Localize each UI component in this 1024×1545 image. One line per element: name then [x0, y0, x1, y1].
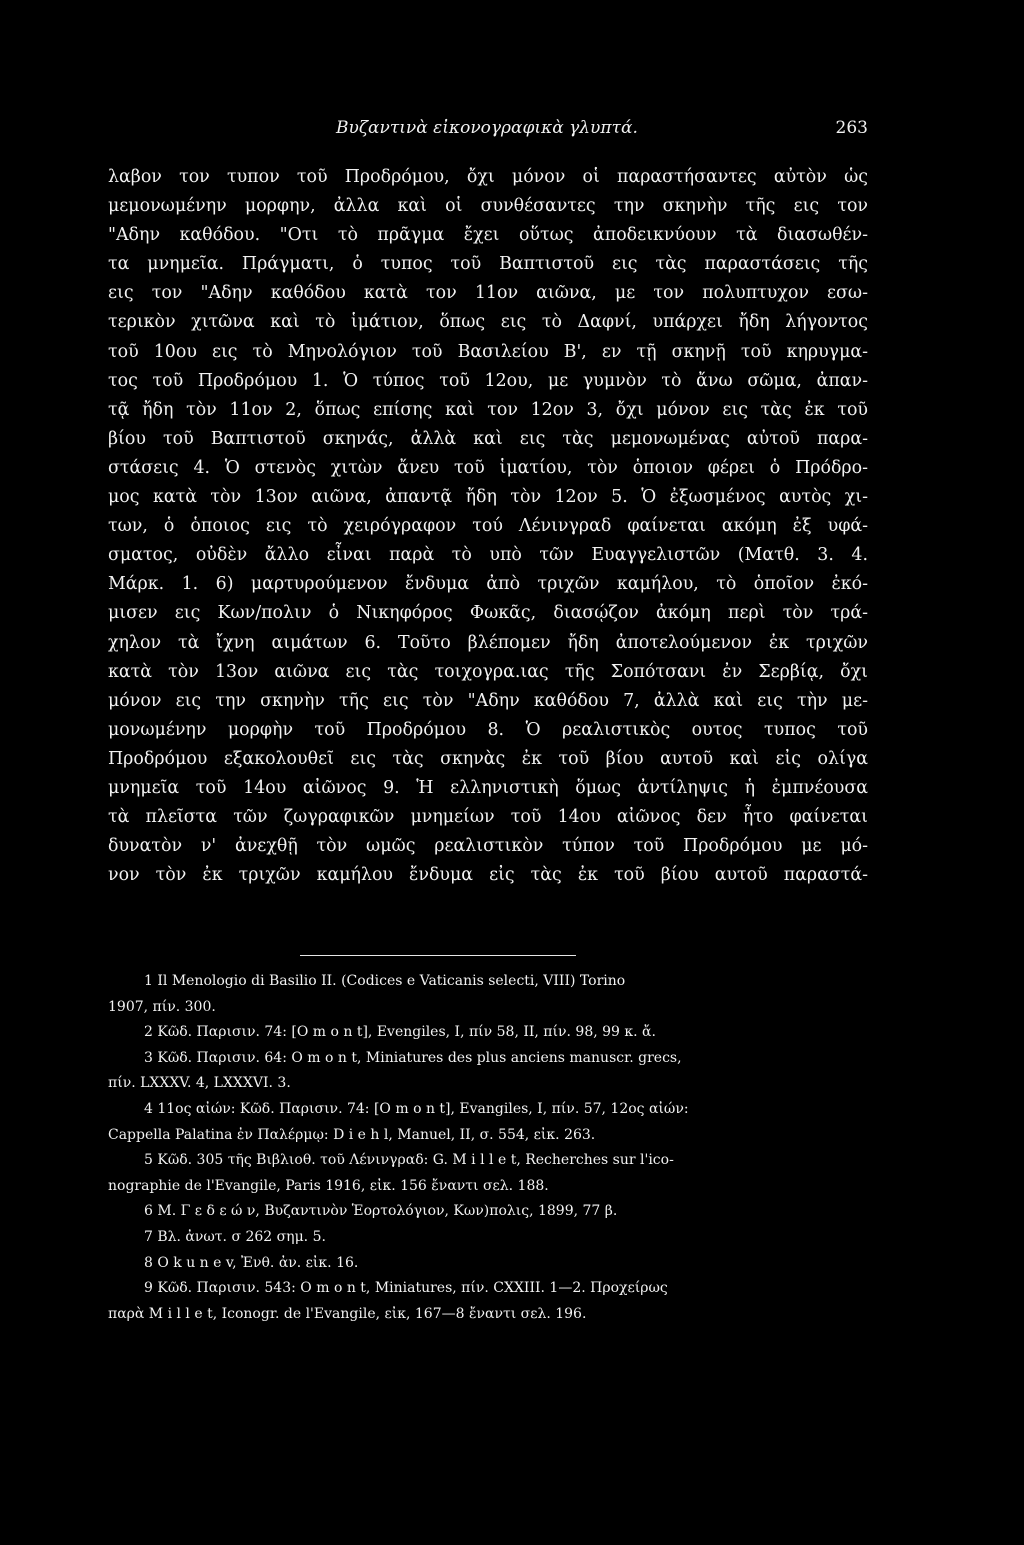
- body-line: τερικὸν χιτῶνα καὶ τὸ ἱμάτιον, ὅπως εις τὸ Δαφνί, υπάρχει ἤδη λήγοντος: [108, 312, 868, 333]
- body-line: βίου τοῦ Βαπτιστοῦ σκηνάς, ἀλλὰ καὶ εις τὰς μεμονωμένας αὐτοῦ παρα-: [108, 428, 868, 449]
- body-line: τοῦ 10ου εις τὸ Μηνολόγιον τοῦ Βασιλείου Β', εν τῇ σκηνῇ τοῦ κηρυγμα-: [108, 341, 868, 362]
- footnote-line: πίν. LXXXV. 4, LXXXVI. 3.: [108, 1075, 291, 1092]
- footnote-line: 2 Κῶδ. Παρισιν. 74: [O m o n t], Evengiles, I, πίν 58, II, πίν. 98, 99 κ. ἄ.: [144, 1024, 656, 1041]
- body-line: στάσεις 4. Ὁ στενὸς χιτὼν ἄνευ τοῦ ἱματίου, τὸν ὁποιον φέρει ὁ Πρόδρο-: [108, 457, 868, 478]
- body-line: χηλον τὰ ἴχνη αιμάτων 6. Τοῦτο βλέπομεν ἤδη ἀποτελούμενον ἐκ τριχῶν: [108, 632, 868, 653]
- body-line: μεμονωμένην μορφην, ἀλλα καὶ οἱ συνθέσαντες την σκηνὴν τῆς εις τον: [108, 196, 868, 217]
- footnote-line: παρὰ M i l l e t, Iconogr. de l'Evangile, εἰκ, 167—8 ἔναντι σελ. 196.: [108, 1305, 587, 1322]
- body-line: κατὰ τὸν 13ον αιῶνα εις τὰς τοιχογρα.ιας τῆς Σοπότσανι ἐν Σερβίᾳ, ὄχι: [108, 661, 868, 682]
- body-line: Προδρόμου εξακολουθεῖ εις τὰς σκηνὰς ἐκ τοῦ βίου αυτοῦ καὶ εἰς ολίγα: [108, 748, 868, 769]
- body-line: νον τὸν ἐκ τριχῶν καμήλου ἔνδυμα εἰς τὰς ἐκ τοῦ βίου αυτοῦ παραστά-: [108, 865, 868, 886]
- footnote-line: 4 11ος αἰών: Κῶδ. Παρισιν. 74: [O m o n t], Evangiles, I, πίν. 57, 12ος αἰών:: [144, 1100, 689, 1117]
- body-line: τα μνημεῖα. Πράγματι, ὁ τυπος τοῦ Βαπτιστοῦ εις τὰς παραστάσεις τῆς: [108, 254, 868, 275]
- footnote-line: 3 Κῶδ. Παρισιν. 64: O m o n t, Miniatures des plus anciens manuscr. grecs,: [144, 1049, 682, 1066]
- footnote-line: 9 Κῶδ. Παρισιν. 543: O m o n t, Miniatures, πίν. CXXIII. 1—2. Προχείρως: [144, 1280, 668, 1297]
- footnotes: [108, 969, 868, 1327]
- footnote-line: 1 Il Menologio di Basilio II. (Codices e Vaticanis selecti, VIII) Torino: [144, 973, 626, 989]
- body-line: "Αδην καθόδου. "Οτι τὸ πρᾶγμα ἔχει οὕτως ἀποδεικνύουν τὰ διασωθέν-: [108, 225, 868, 246]
- running-header: [108, 118, 868, 144]
- body-line: εις τον "Αδην καθόδου κατὰ τον 11ον αιῶνα, με τον πολυπτυχον εσω-: [108, 283, 868, 304]
- body-line: των, ὁ ὁποιος εις τὸ χειρόγραφον τού Λένινγραδ φαίνεται ακόμη ἐξ υφά-: [108, 516, 868, 537]
- running-title: Βυζαντινὰ εἰκονογραφικὰ γλυπτά.: [336, 118, 638, 138]
- footnote-line: Cappella Palatina ἐν Παλέρμῳ: D i e h l, Manuel, II, σ. 554, εἰκ. 263.: [108, 1126, 596, 1143]
- footnote-line: 6 Μ. Γ ε δ ε ώ ν, Βυζαντινὸν Ἑορτολόγιον, Κων)πολις, 1899, 77 β.: [144, 1203, 618, 1220]
- body-line: τὰ πλεῖστα τῶν ζωγραφικῶν μνημείων τοῦ 14ου αἰῶνος δεν ἦτο φαίνεται: [108, 807, 868, 828]
- body-line: δυνατὸν ν' ἀνεχθῇ τὸν ωμῶς ρεαλιστικὸν τύπον τοῦ Προδρόμου με μό-: [108, 836, 868, 857]
- footnote-line: 8 O k u n e v, Ἐνθ. ἀν. εἰκ. 16.: [144, 1254, 359, 1271]
- body-line: μόνον εις την σκηνὴν τῆς εις τὸν "Αδην καθόδου 7, ἀλλὰ καὶ εις τὴν με-: [108, 690, 868, 711]
- footnote-line: nographie de l'Evangile, Paris 1916, εἰκ. 156 ἔναντι σελ. 188.: [108, 1177, 549, 1194]
- footnote-line: 5 Κῶδ. 305 τῆς Βιβλιοθ. τοῦ Λένινγραδ: G. M i l l e t, Recherches sur l'ico-: [144, 1152, 674, 1169]
- body-line: σματος, οὐδὲν ἄλλο εἶναι παρὰ τὸ υπὸ τῶν Ευαγγελιστῶν (Ματθ. 3. 4.: [108, 545, 868, 566]
- body-line: Μάρκ. 1. 6) μαρτυρούμενον ἔνδυμα ἀπὸ τριχῶν καμήλου, τὸ ὁποῖον ἐκό-: [108, 574, 868, 595]
- page-number: 263: [835, 118, 868, 138]
- body-text: [108, 163, 868, 890]
- body-line: μισεν εις Κων/πολιν ὁ Νικηφόρος Φωκᾶς, διασῴζον ἀκόμη περὶ τὸν τρά-: [108, 603, 868, 624]
- footnote-line: 1907, πίν. 300.: [108, 998, 216, 1015]
- footnote-line: 7 Βλ. ἀνωτ. σ 262 σημ. 5.: [144, 1228, 326, 1245]
- body-line: τᾷ ἤδη τὸν 11ον 2, ὅπως επίσης καὶ τον 12ον 3, ὄχι μόνον εις τὰς ἐκ τοῦ: [108, 399, 868, 420]
- body-line: λαβον τον τυπον τοῦ Προδρόμου, ὄχι μόνον οἱ παραστήσαντες αὐτὸν ὡς: [108, 167, 868, 187]
- body-line: μος κατὰ τὸν 13ον αιῶνα, ἀπαντᾷ ἤδη τὸν 12ον 5. Ὁ ἐξωσμένος αυτὸς χι-: [108, 487, 868, 508]
- body-line: μνημεῖα τοῦ 14ου αἰῶνος 9. Ἡ ελληνιστικὴ ὅμως ἀντίληψις ἡ ἐμπνέουσα: [108, 777, 868, 798]
- footnote-separator: [300, 955, 576, 956]
- body-line: τος τοῦ Προδρόμου 1. Ὁ τύπος τοῦ 12ου, με γυμνὸν τὸ ἄνω σῶμα, ἀπαν-: [108, 370, 868, 391]
- body-line: μονωμένην μορφὴν τοῦ Προδρόμου 8. Ὁ ρεαλιστικὸς ουτος τυπος τοῦ: [108, 719, 868, 740]
